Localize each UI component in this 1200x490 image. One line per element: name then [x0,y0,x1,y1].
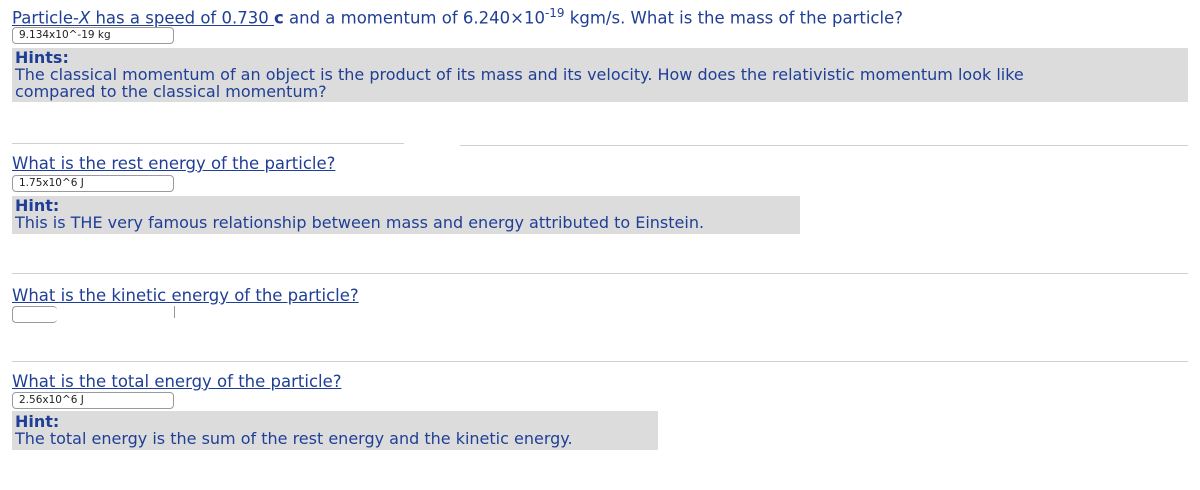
question-1-text [12,6,903,28]
question-2-text: What is the rest energy of the particle? [12,154,336,173]
question-1-part: has a speed of 0.730 [90,8,274,28]
answer-input-total-energy[interactable]: 2.56x10^6 J [12,392,174,409]
divider [460,145,1188,146]
question-1-part: and a momentum of 6.240×10 [283,8,545,28]
hint-title: Hint: [15,412,60,431]
hint-box-mass [12,48,1188,102]
question-4-text: What is the total energy of the particle? [12,372,342,391]
hint-box-rest-energy [12,196,800,234]
hint-title: Hint: [15,196,60,215]
question-1-part: kgm/s. What is the mass of the particle? [564,8,903,28]
exponent: -19 [544,6,565,20]
answer-input-kinetic-energy[interactable] [12,306,57,323]
question-3-text: What is the kinetic energy of the particle? [12,286,359,305]
hint-box-total-energy [12,411,658,450]
answer-input-mass[interactable]: 9.134x10^-19 kg [12,27,174,44]
question-1-part: Particle- [12,8,79,28]
answer-input-rest-energy[interactable]: 1.75x10^6 J [12,175,174,192]
speed-of-light-symbol: c [273,8,284,28]
divider [12,143,404,144]
hint-text: compared to the classical momentum? [15,82,327,101]
input-edge [174,306,175,318]
divider [12,273,1188,274]
hint-text: The total energy is the sum of the rest energy and the kinetic energy. [15,429,573,448]
particle-variable: X [78,8,91,28]
hint-title: Hints: [15,48,69,67]
divider [12,361,1188,362]
hint-text: This is THE very famous relationship between mass and energy attributed to Einstein. [15,213,705,232]
hint-text: The classical momentum of an object is the product of its mass and its velocity. How does the relativistic momentum look like [15,65,1024,84]
